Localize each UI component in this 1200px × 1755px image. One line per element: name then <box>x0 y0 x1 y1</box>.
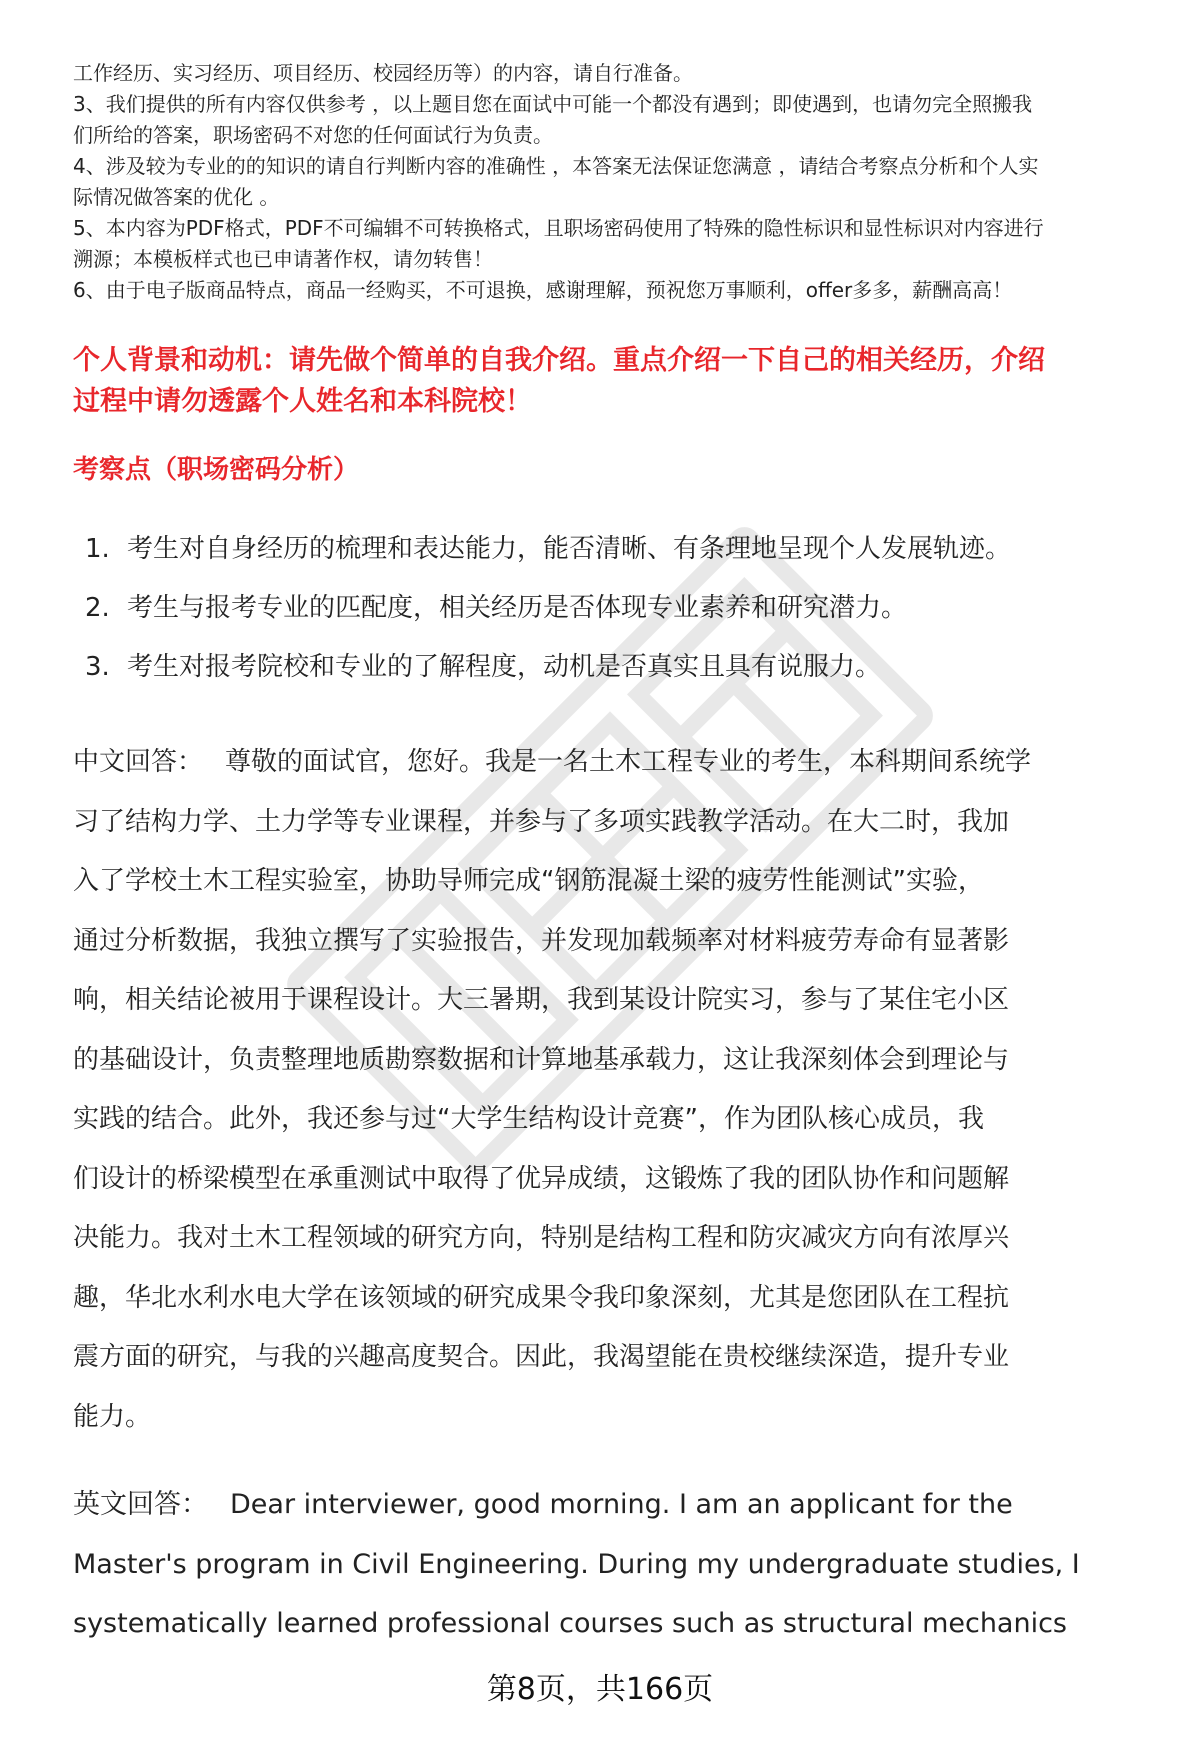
answer-line <box>73 733 1163 793</box>
answer-line: 决能力。我对土木工程领域的研究方向，特别是结构工程和防灾减灾方向有浓厚兴 <box>73 1223 1010 1253</box>
analysis-title: 考察点（职场密码分析） <box>73 455 360 485</box>
answer-line: 通过分析数据，我独立撰写了实验报告，并发现加载频率对材料疲劳寿命有显著影 <box>73 925 1010 956</box>
note-line: 4、涉及较为专业的的知识的请自行判断内容的准确性 ，本答案无法保证您满意 ，请结合考察点分析和个人实 <box>73 154 1039 178</box>
answer-line: 能力。 <box>73 1401 152 1432</box>
answer-line: 响，相关结论被用于课程设计。大三暑期，我到某设计院实习，参与了某住宅小区 <box>73 985 1010 1015</box>
question-line: 过程中请勿透露个人姓名和本科院校！ <box>73 386 532 417</box>
question-line: 个人背景和动机：请先做个简单的自我介绍。重点介绍一下自己的相关经历，介绍 <box>73 345 1045 376</box>
note-line: 溯源；本模板样式也已申请著作权，请勿转售！ <box>73 247 493 271</box>
chinese-answer <box>73 733 1163 1447</box>
point-text: 考生对自身经历的梳理和表达能力，能否清晰、有条理地呈现个人发展轨迹。 <box>127 534 1012 564</box>
note-line: 们所给的答案，职场密码不对您的任何面试行为负责。 <box>73 123 553 147</box>
point-text: 考生对报考院校和专业的了解程度，动机是否真实且具有说服力。 <box>127 652 882 682</box>
note-line: 5、本内容为PDF格式，PDF不可编辑不可转换格式，且职场密码使用了特殊的隐性标识和显性标识对内容进行 <box>73 216 1044 240</box>
answer-line <box>73 1475 1163 1535</box>
note-line: 际情况做答案的优化 。 <box>73 185 280 209</box>
answer-line: 的基础设计，负责整理地质勘察数据和计算地基承载力，这让我深刻体会到理论与 <box>73 1044 1010 1075</box>
point-number: 3. <box>85 652 110 682</box>
answer-line: 入了学校土木工程实验室，协助导师完成“钢筋混凝土梁的疲劳性能测试”实验， <box>73 866 984 896</box>
english-answer-label: 英文回答： <box>73 1489 208 1520</box>
note-line: 3、我们提供的所有内容仅供参考 ，以上题目您在面试中可能一个都没有遇到；即使遇到，也请勿完全照搬我 <box>73 92 1033 116</box>
english-answer <box>73 1475 1163 1654</box>
answer-line: 震方面的研究，与我的兴趣高度契合。因此，我渴望能在贵校继续深造，提升专业 <box>73 1342 1010 1372</box>
note-line: 6、由于电子版商品特点，商品一经购买，不可退换，感谢理解，预祝您万事顺利，offer多多，薪酬高高！ <box>73 278 1013 302</box>
point-number: 1. <box>85 534 110 564</box>
answer-text: 尊敬的面试官，您好。我是一名土木工程专业的考生，本科期间系统学 <box>225 747 1032 777</box>
point-text: 考生与报考专业的匹配度，相关经历是否体现专业素养和研究潜力。 <box>127 593 908 623</box>
analysis-point <box>85 589 1175 627</box>
page-number: 第8页，共166页 <box>486 1672 714 1707</box>
note-line: 工作经历、实习经历、项目经历、校园经历等）的内容，请自行准备。 <box>73 61 693 85</box>
answer-line: 趣，华北水利水电大学在该领域的研究成果令我印象深刻，尤其是您团队在工程抗 <box>73 1282 1010 1313</box>
answer-line: 实践的结合。此外，我还参与过“大学生结构设计竞赛”，作为团队核心成员，我 <box>73 1104 984 1134</box>
analysis-point <box>85 648 1175 686</box>
answer-line: 们设计的桥梁模型在承重测试中取得了优异成绩，这锻炼了我的团队协作和问题解 <box>73 1163 1010 1194</box>
chinese-answer-label: 中文回答： <box>73 747 204 777</box>
answer-line: 习了结构力学、土力学等专业课程，并参与了多项实践教学活动。在大二时，我加 <box>73 806 1010 837</box>
answer-line: Master's program in Civil Engineering. During my undergraduate studies, I <box>73 1548 1080 1580</box>
question-heading <box>73 340 1153 422</box>
point-number: 2. <box>85 593 110 623</box>
analysis-points <box>85 530 1175 707</box>
notes-section <box>73 58 1163 306</box>
answer-line: systematically learned professional courses such as structural mechanics <box>73 1608 1068 1639</box>
answer-text: Dear interviewer, good morning. I am an applicant for the <box>230 1489 1013 1520</box>
analysis-point <box>85 530 1175 568</box>
